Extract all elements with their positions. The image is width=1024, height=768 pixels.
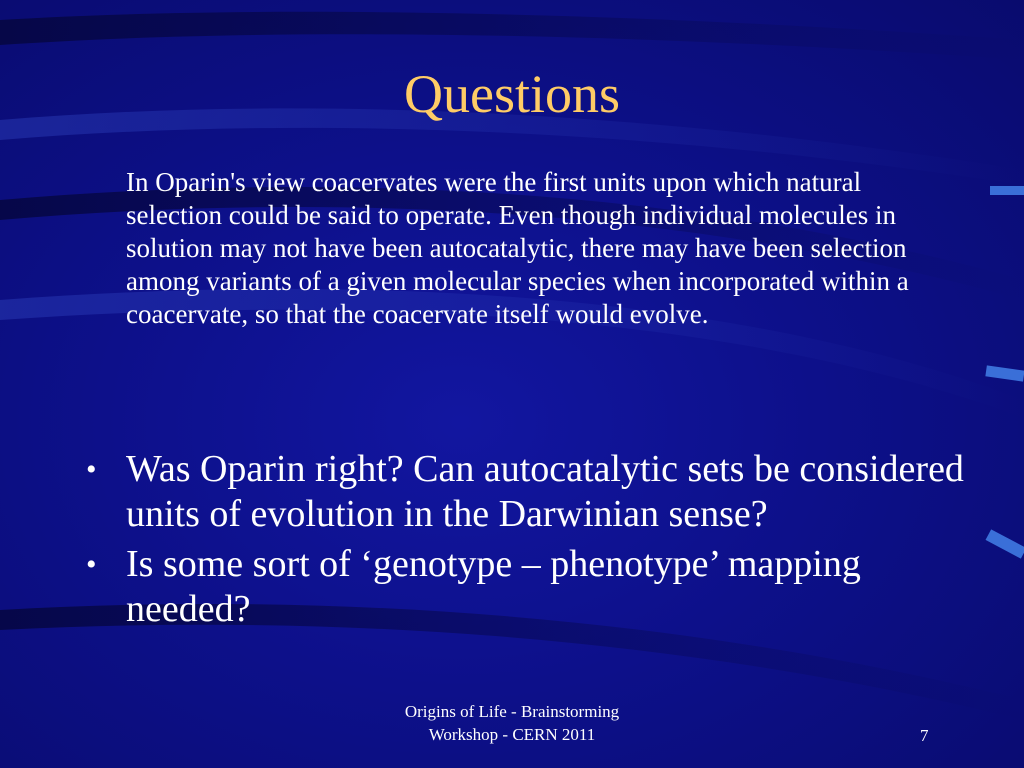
question-text: Was Oparin right? Can autocatalytic sets be considered units of evolution in the Darwinian sense? — [126, 448, 964, 535]
footer-line-2: Workshop - CERN 2011 — [428, 725, 596, 744]
question-item — [84, 447, 964, 537]
question-item — [84, 542, 964, 632]
question-list — [84, 447, 964, 637]
question-text: Is some sort of ‘genotype – phenotype’ mapping needed? — [126, 543, 861, 630]
intro-paragraph: In Oparin's view coacervates were the first units upon which natural selection could be said to operate. Even though individual molecules in solution may not have been autocatalytic, there may have been selection among variants of a given molecular species when incorporated within a coacervate, so that the coacervate itself would evolve. — [126, 167, 909, 329]
bullet-marker: • — [86, 453, 97, 486]
footer-line-1: Origins of Life - Brainstorming — [404, 702, 620, 721]
accent-dash-1 — [990, 186, 1024, 195]
footer-text — [362, 700, 662, 746]
bullet-marker: • — [86, 548, 97, 581]
slide-title: Questions — [404, 64, 620, 124]
accent-dash-3 — [986, 529, 1024, 558]
slide-number: 7 — [920, 726, 929, 745]
accent-dash-2 — [985, 365, 1024, 381]
